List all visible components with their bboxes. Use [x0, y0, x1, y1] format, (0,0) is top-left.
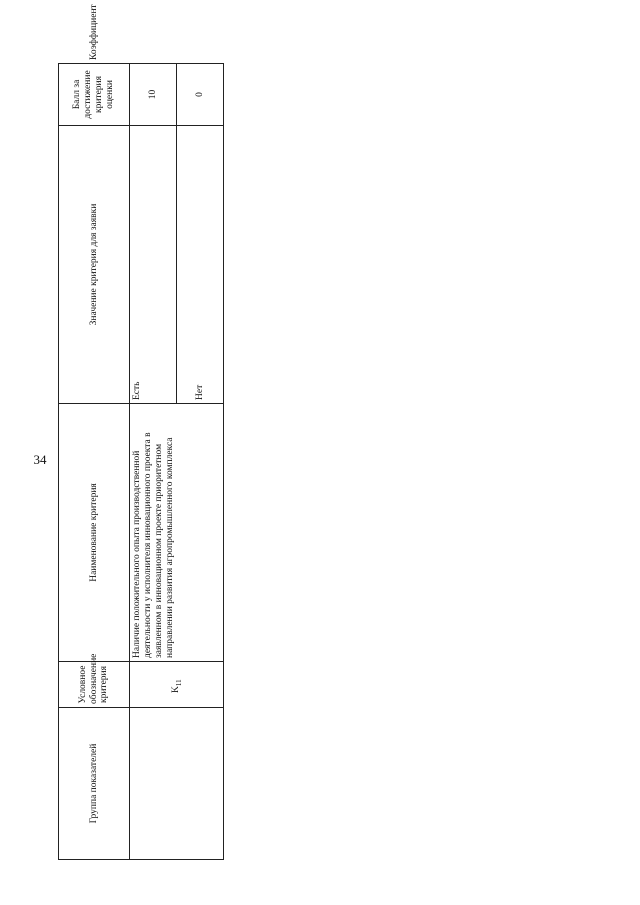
cell-score-yes: 10	[130, 64, 177, 126]
header-group: Группа показателей	[59, 708, 130, 860]
header-value: Значение критерия для заявки	[59, 126, 130, 404]
header-name: Наименование критерия	[59, 404, 130, 662]
code-sub: 11	[174, 679, 183, 687]
cell-name: Наличие положительного опыта производственной деятельности у исполнителя инновационного проекта в заявленном в инновационном проекте приоритетном направлении развития агропромышленного комплекса	[130, 404, 224, 662]
header-score: Балл за достижение критерия оценки	[59, 64, 130, 126]
table-row	[130, 64, 177, 860]
cell-code	[130, 662, 224, 708]
cell-group	[130, 708, 224, 860]
cell-score-no: 0	[177, 64, 224, 126]
table-header-row: Группа показателей Условное обозначение критерия Наименование критерия Значение критерия для заявки Балл за достижение критерия оценки Коэффициент	[59, 64, 130, 860]
page-number: 34	[33, 452, 47, 467]
criteria-table	[58, 4, 224, 860]
cell-value-no: Нет	[177, 126, 224, 404]
code-main: K	[170, 686, 181, 693]
header-code: Условное обозначение критерия	[59, 662, 130, 708]
cell-value-yes: Есть	[130, 126, 177, 404]
criteria-table-rotated	[58, 4, 224, 860]
